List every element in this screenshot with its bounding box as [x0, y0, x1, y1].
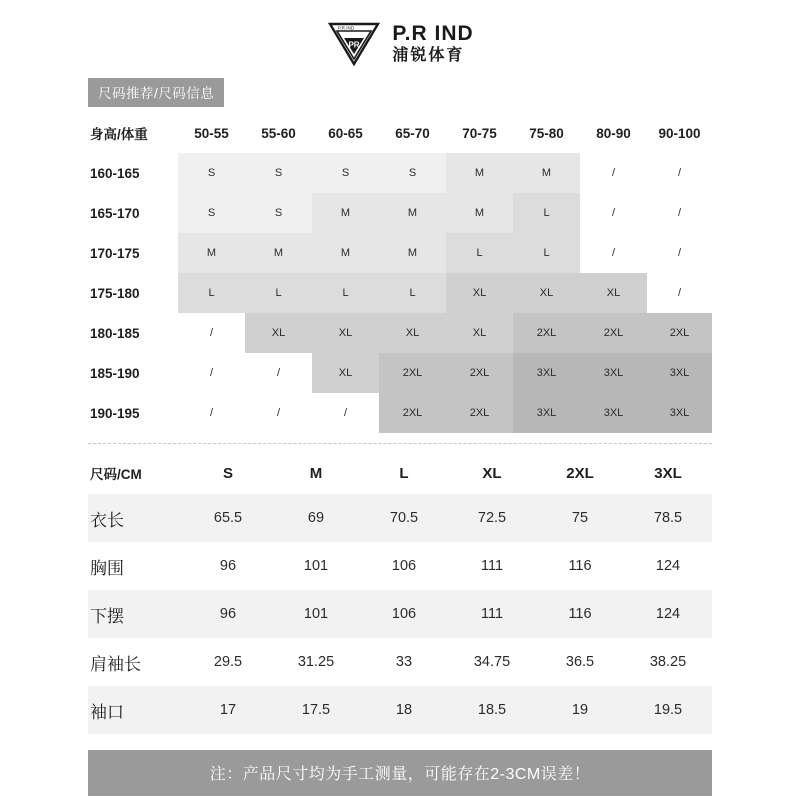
measure-col-header: L	[399, 464, 409, 482]
matrix-row-header: 170-175	[90, 245, 140, 261]
measure-cell: 38.25	[649, 654, 687, 670]
measure-cell: 96	[184, 590, 272, 638]
matrix-cell: /	[677, 207, 682, 219]
measure-cell: 116	[536, 590, 624, 638]
matrix-row-header: 185-190	[90, 365, 140, 381]
measure-col-header: XL	[482, 464, 502, 482]
pr-shield-icon	[326, 20, 382, 66]
table-row	[88, 638, 712, 686]
matrix-col-header: 65-70	[395, 125, 430, 141]
matrix-cell: 3XL	[580, 393, 647, 433]
measure-row-label: 袖口	[88, 686, 184, 734]
table-row	[88, 193, 712, 233]
measure-cell: 65.5	[184, 494, 272, 542]
matrix-cell: 3XL	[513, 393, 580, 433]
matrix-cell: S	[379, 153, 446, 193]
measure-cell: 101	[272, 590, 360, 638]
matrix-cell: XL	[245, 313, 312, 353]
matrix-cell: 2XL	[379, 353, 446, 393]
matrix-cell: /	[611, 207, 616, 219]
measure-cell: 124	[655, 558, 681, 574]
matrix-cell: S	[312, 153, 379, 193]
measure-cell: 70.5	[360, 494, 448, 542]
matrix-col-header: 70-75	[462, 125, 497, 141]
matrix-cell: /	[677, 287, 682, 299]
size-recommendation-table	[88, 113, 712, 433]
measure-cell: 106	[360, 590, 448, 638]
matrix-col-header: 75-80	[529, 125, 564, 141]
measure-cell: 33	[395, 654, 413, 670]
matrix-cell: /	[611, 167, 616, 179]
matrix-cell: M	[178, 233, 245, 273]
table-row	[88, 353, 712, 393]
measure-cell: 34.75	[473, 654, 511, 670]
measure-cell: 106	[391, 558, 417, 574]
measure-row-label: 胸围	[90, 558, 124, 578]
matrix-cell: XL	[513, 273, 580, 313]
matrix-col-header: 80-90	[596, 125, 631, 141]
measurement-note: 注：产品尺寸均为手工测量，可能存在2-3CM误差！	[88, 750, 712, 796]
matrix-cell: M	[312, 233, 379, 273]
measure-cell: 111	[448, 590, 536, 638]
measure-cell: 69	[272, 494, 360, 542]
table-row	[88, 273, 712, 313]
matrix-cell: M	[513, 153, 580, 193]
matrix-cell: M	[446, 193, 513, 233]
matrix-cell: /	[276, 367, 281, 379]
matrix-col-header: 55-60	[261, 125, 296, 141]
measure-cell: 78.5	[624, 494, 712, 542]
measure-cell: 19	[536, 686, 624, 734]
matrix-cell: L	[312, 273, 379, 313]
matrix-cell: 3XL	[580, 353, 647, 393]
measure-col-header: 2XL	[566, 464, 594, 482]
matrix-cell: 2XL	[446, 393, 513, 433]
svg-text:PR: PR	[348, 40, 360, 50]
table-row	[88, 542, 712, 590]
measure-cell: 116	[568, 558, 592, 574]
matrix-cell: /	[611, 247, 616, 259]
matrix-cell: XL	[379, 313, 446, 353]
measure-cell: 124	[624, 590, 712, 638]
matrix-corner-label: 身高/体重	[90, 127, 148, 142]
matrix-cell: 2XL	[580, 313, 647, 353]
matrix-cell: M	[312, 193, 379, 233]
matrix-row-header: 165-170	[90, 205, 140, 221]
matrix-row-header: 180-185	[90, 325, 140, 341]
matrix-cell: 2XL	[379, 393, 446, 433]
matrix-col-header: 50-55	[194, 125, 229, 141]
matrix-cell: /	[276, 407, 281, 419]
measure-row-label: 下摆	[88, 590, 184, 638]
matrix-cell: M	[446, 153, 513, 193]
svg-text:P.R IND: P.R IND	[338, 25, 355, 31]
table-row	[88, 233, 712, 273]
measure-cell: 101	[303, 558, 329, 574]
matrix-cell: M	[379, 233, 446, 273]
measure-cell: 18	[360, 686, 448, 734]
measure-cell: 17.5	[272, 686, 360, 734]
measure-row-label: 肩袖长	[90, 654, 141, 674]
matrix-cell: XL	[446, 273, 513, 313]
matrix-cell: /	[209, 367, 214, 379]
table-row	[88, 590, 712, 638]
matrix-row-header: 190-195	[90, 405, 140, 421]
measure-cell: 19.5	[624, 686, 712, 734]
matrix-cell: XL	[312, 313, 379, 353]
measure-col-header: M	[309, 464, 323, 482]
matrix-cell: L	[379, 273, 446, 313]
matrix-col-header: 60-65	[328, 125, 363, 141]
matrix-cell: L	[513, 233, 580, 273]
matrix-cell: XL	[580, 273, 647, 313]
table-row	[88, 313, 712, 353]
matrix-row-header: 160-165	[90, 165, 140, 181]
matrix-cell: S	[178, 193, 245, 233]
matrix-cell: 3XL	[513, 353, 580, 393]
matrix-cell: /	[209, 327, 214, 339]
measure-corner-label: 尺码/CM	[90, 467, 142, 482]
matrix-cell: L	[513, 193, 580, 233]
measure-cell: 18.5	[448, 686, 536, 734]
matrix-cell: /	[209, 407, 214, 419]
divider	[88, 443, 712, 444]
measure-cell: 36.5	[565, 654, 595, 670]
matrix-cell: 2XL	[446, 353, 513, 393]
measure-col-header: S	[222, 464, 233, 482]
brand-name	[392, 23, 473, 64]
matrix-cell: S	[245, 153, 312, 193]
matrix-cell: 3XL	[647, 353, 712, 393]
matrix-cell: /	[677, 167, 682, 179]
brand-name-en: P.R IND	[392, 21, 474, 45]
brand-name-cn: 浦锐体育	[392, 46, 465, 64]
brand-header	[0, 0, 800, 62]
section-header	[88, 78, 712, 107]
matrix-cell: 3XL	[647, 393, 712, 433]
matrix-col-header: 90-100	[658, 125, 701, 141]
table-header-row	[88, 452, 712, 494]
table-header-row	[88, 113, 712, 153]
matrix-cell: L	[178, 273, 245, 313]
measure-row-label: 衣长	[88, 494, 184, 542]
matrix-row-header: 175-180	[90, 285, 140, 301]
matrix-cell: M	[379, 193, 446, 233]
measure-cell: 17	[184, 686, 272, 734]
matrix-cell: S	[178, 153, 245, 193]
table-row	[88, 393, 712, 433]
measurement-table	[88, 452, 712, 734]
measure-cell: 75	[536, 494, 624, 542]
matrix-cell: 2XL	[513, 313, 580, 353]
matrix-cell: S	[245, 193, 312, 233]
matrix-cell: L	[245, 273, 312, 313]
matrix-cell: L	[446, 233, 513, 273]
table-row	[88, 153, 712, 193]
matrix-cell: M	[245, 233, 312, 273]
matrix-cell: 2XL	[647, 313, 712, 353]
matrix-cell: /	[343, 407, 348, 419]
measure-cell: 31.25	[297, 654, 335, 670]
matrix-cell: XL	[312, 353, 379, 393]
section-title: 尺码推荐/尺码信息	[88, 78, 224, 107]
measure-cell: 111	[480, 558, 504, 574]
measure-cell: 29.5	[213, 654, 243, 670]
measure-cell: 72.5	[448, 494, 536, 542]
table-row	[88, 494, 712, 542]
matrix-cell: /	[677, 247, 682, 259]
measure-col-header: 3XL	[654, 464, 682, 482]
measure-cell: 96	[219, 558, 237, 574]
matrix-cell: XL	[446, 313, 513, 353]
table-row	[88, 686, 712, 734]
